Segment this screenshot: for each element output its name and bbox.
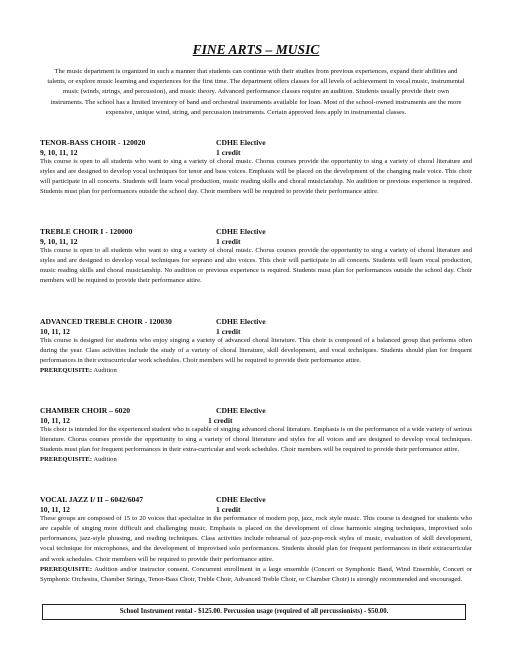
prerequisite-text: Audition [93,456,117,464]
intro-paragraph: The music department is organized in such a manner that students can continue with their studies from previous experiences, expand their abilities and talents, or explore music learning and experiences for the first time. The department offers classes for all levels of achievement in vocal music, instrumental music (winds, strings, and percussion), and music theory. Advanced performance classes require an audition. Students usually provide their own instruments. The school has a limited inventory of band and orchestral instruments available for loan. Most of the school-owned instruments are the more expensive, unique wind, string, and percussion instruments. Certain approved fees apply in instrumental classes. [47,68,465,116]
course-advanced-treble-choir [40,317,472,377]
course-chamber-choir [40,406,472,466]
course-title-row [40,495,472,505]
course-prerequisite [40,455,472,465]
course-type: CDHE Elective [216,317,266,326]
prerequisite-label: PREREQUISITE: [40,367,93,375]
course-description: This course is open to all students who want to sing a variety of choral music. Chorus courses provide the opportunity to sing a variety of choral literature and styles and are designed to develop vocal techniques for tenor and bass voices. Emphasis will be placed on the development of the changing male voice. This choir will participate in all concerts. Students will learn vocal production, music reading skills and choral musicianship. No audition or previous experience is required. Students must plan for performances outside the school day. Choir members will be required to provide their performance attire. [40,158,472,196]
course-name: ADVANCED TREBLE CHOIR - 120030 [40,317,172,326]
course-meta-row [40,416,472,426]
course-vocal-jazz [40,495,472,585]
course-grades: 10, 11, 12 [40,326,70,336]
course-credit: 1 credit [216,147,241,157]
course-tenor-bass-choir [40,138,472,198]
course-description: This course is designed for students who enjoy singing a variety of advanced choral literature. This choir is composed of a balanced group that performs often during the year. Class activities include the study of a variety of choral literature, skill development, and vocal techniques. Students should plan for frequent performances in their extracurricular work schedules. Choir members will be required to provide their performance attire. [40,337,472,365]
course-title-row [40,317,472,327]
course-credit: 1 credit [216,326,241,336]
course-meta-row [40,327,472,337]
course-title-row [40,227,472,237]
course-name: TENOR-BASS CHOIR - 120020 [40,138,146,147]
course-name: VOCAL JAZZ I/ II – 6042/6047 [40,495,144,504]
prerequisite-label: PREREQUISITE: [40,456,93,464]
page-title: FINE ARTS – MUSIC [192,42,320,57]
course-type: CDHE Elective [216,227,266,236]
course-type: CDHE Elective [216,495,266,504]
course-title-row [40,138,472,148]
prerequisite-text: Audition [93,367,117,375]
prerequisite-label: PREREQUISITE: [40,565,93,573]
course-grades: 9, 10, 11, 12 [40,236,78,246]
course-grades: 9, 10, 11, 12 [40,147,78,157]
prerequisite-text: Audition and/or instructor consent. Concurrent enrollment in a large ensemble (Concert or Symphonic Band, Wind Ensemble, Concert or Symphonic Orchestra, Chamber Strings, Tenor-Bass Choir, Treble Choir, Advanced Treble Choir, or Chamber Choir) is strongly recommended and encouraged. [40,565,472,583]
course-grades: 10, 11, 12 [40,504,70,514]
course-type: CDHE Elective [216,406,266,415]
course-meta-row [40,148,472,158]
course-meta-row [40,505,472,515]
course-treble-choir-i [40,227,472,287]
course-description: This choir is intended for the experienced student who is capable of singing advanced choral literature. Emphasis is on the performance of a wide variety of serious literature. Chorus courses provide the opportunity to sing a variety of choral literature and styles for all voices and are designed to develop vocal techniques. Students must plan for frequent performances in their extra-curricular and work schedules. Choir members will be required to provide their performance attire. [40,426,472,454]
course-grades: 10, 11, 12 [40,415,70,425]
course-prerequisite [40,565,472,585]
course-description: These groups are composed of 15 to 20 voices that specialize in the performance of modern pop, jazz, rock style music. This course is designed for students who are capable of singing more difficult and challenging music. Emphasis is placed on the development of close harmonic singing techniques, improvised solo performances, jazz-style phrasing, and reading techniques. Class activities include rehearsal of jazz-pop-rock styles of music, evaluation of skill development, vocal technique for microphones, and the development of improvised solo performances. Students should plan for frequent performances in their extracurricular and work schedules. Choir members will be required to provide their performance attire. [40,515,472,563]
course-credit: 1 credit [216,236,241,246]
course-description: This course is open to all students who want to sing a variety of choral music. Chorus courses provide the opportunity to sing a variety of choral literature and styles and are designed to develop vocal techniques for soprano and alto voices. This choir will participate in all concerts. Students will learn vocal production, music reading skills and choral musicianship. No audition or previous experience is required. Students must plan for performances outside the school day. Choir members will be required to provide their performance attire. [40,247,472,285]
course-meta-row [40,237,472,247]
course-credit: 1 credit [216,504,241,514]
course-name: CHAMBER CHOIR – 6020 [40,406,131,415]
course-type: CDHE Elective [216,138,266,147]
fees-box: School Instrument rental - $125.00. Percussion usage (required of all percussionists) - $50.00. [42,604,466,620]
course-prerequisite [40,366,472,376]
course-credit: 1 credit [208,415,233,425]
course-name: TREBLE CHOIR I - 120000 [40,227,133,236]
course-title-row [40,406,472,416]
